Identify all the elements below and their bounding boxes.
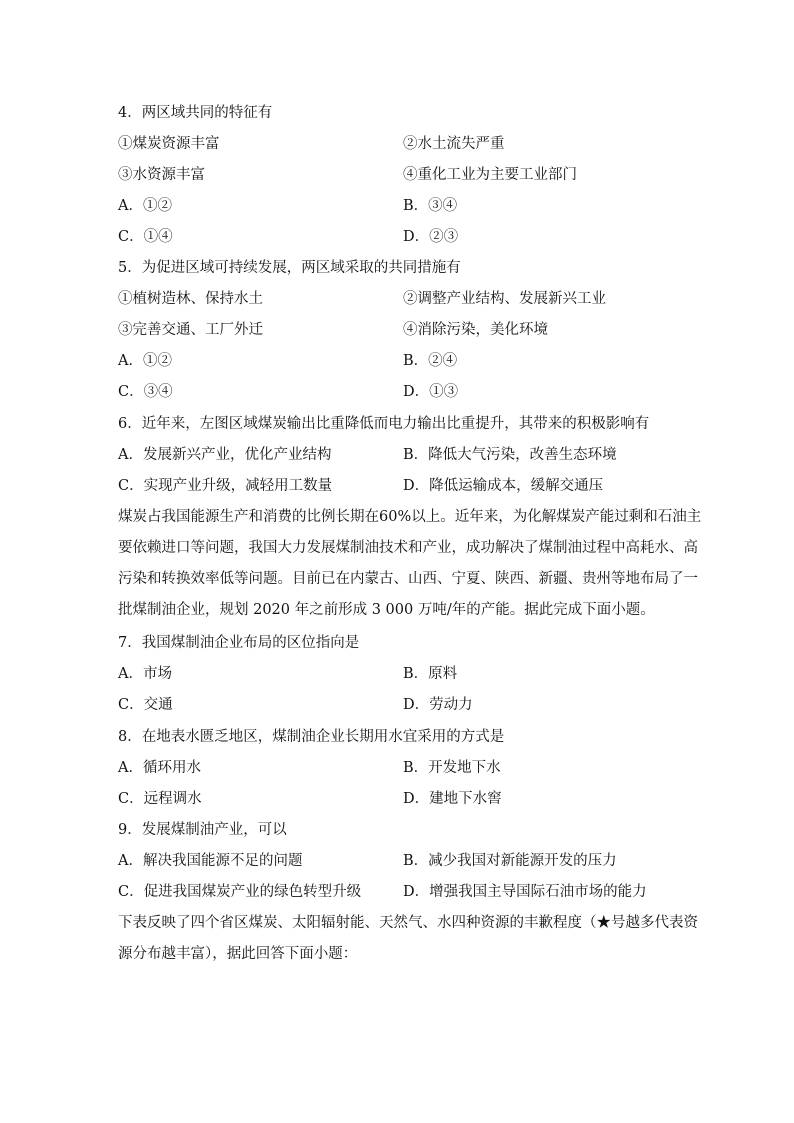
- q5-item-4: ④消除污染，美化环境: [403, 322, 548, 338]
- q4-item-3: ③水资源丰富: [118, 167, 205, 183]
- q9-option-a[interactable]: A．解决我国能源不足的问题: [118, 853, 303, 869]
- q7-stem: 7．我国煤制油企业布局的区位指向是: [118, 635, 360, 651]
- q4-items-row-1: [118, 134, 678, 154]
- q6-stem: 6．近年来，左图区域煤炭输出比重降低而电力输出比重提升，其带来的积极影响有: [118, 416, 650, 432]
- q6-option-a[interactable]: A．发展新兴产业，优化产业结构: [118, 447, 332, 463]
- q4-option-c[interactable]: C．①④: [118, 229, 173, 245]
- q4-item-2: ②水土流失严重: [403, 136, 505, 152]
- passage1-line-3: 污染和转换效率低等问题。目前已在内蒙古、山西、宁夏、陕西、新疆、贵州等地布局了一: [118, 571, 698, 587]
- q7-option-d[interactable]: D．劳动力: [403, 697, 473, 713]
- q8-option-d[interactable]: D．建地下水窖: [403, 791, 502, 807]
- q5-option-b[interactable]: B．②④: [403, 353, 458, 369]
- q8-options-row-1: [118, 758, 678, 778]
- q5-stem: 5．为促进区域可持续发展，两区域采取的共同措施有: [118, 260, 461, 276]
- passage2-line-2: 源分布越丰富），据此回答下面小题：: [118, 946, 358, 962]
- q6-options-row-1: [118, 445, 678, 465]
- q4-items-row-2: [118, 165, 678, 185]
- q5-items-row-1: [118, 289, 678, 309]
- passage2-line-1: 下表反映了四个省区煤炭、太阳辐射能、天然气、水四种资源的丰歉程度（★号越多代表资: [118, 915, 698, 931]
- q9-option-c[interactable]: C．促进我国煤炭产业的绿色转型升级: [118, 884, 362, 900]
- q7-option-b[interactable]: B．原料: [403, 666, 458, 682]
- passage-resource-table-intro: [118, 908, 698, 970]
- q8-option-a[interactable]: A．循环用水: [118, 760, 201, 776]
- q5-items-row-2: [118, 320, 678, 340]
- q5-option-c[interactable]: C．③④: [118, 384, 173, 400]
- q5-item-1: ①植树造林、保持水土: [118, 291, 263, 307]
- q7-options-row-2: [118, 695, 678, 715]
- q4-options-row-1: [118, 196, 678, 216]
- q6-option-b[interactable]: B．降低大气污染，改善生态环境: [403, 447, 617, 463]
- q5-option-d[interactable]: D．①③: [403, 384, 459, 400]
- q4-stem: 4．两区域共同的特征有: [118, 105, 273, 121]
- q8-option-c[interactable]: C．远程调水: [118, 791, 202, 807]
- q4-option-d[interactable]: D．②③: [403, 229, 459, 245]
- q5-option-a[interactable]: A．①②: [118, 353, 172, 369]
- q5-options-row-1: [118, 351, 678, 371]
- q9-option-b[interactable]: B．减少我国对新能源开发的压力: [403, 853, 617, 869]
- q4-option-a[interactable]: A．①②: [118, 198, 172, 214]
- q7-option-a[interactable]: A．市场: [118, 666, 172, 682]
- passage-coal-to-oil: [118, 502, 702, 626]
- q5-item-2: ②调整产业结构、发展新兴工业: [403, 291, 606, 307]
- q9-stem: 9．发展煤制油产业，可以: [118, 822, 287, 838]
- q7-option-c[interactable]: C．交通: [118, 697, 173, 713]
- q4-item-1: ①煤炭资源丰富: [118, 136, 220, 152]
- q6-option-c[interactable]: C．实现产业升级，减轻用工数量: [118, 478, 333, 494]
- passage1-line-1: 煤炭占我国能源生产和消费的比例长期在60%以上。近年来，为化解煤炭产能过剩和石油主: [118, 509, 702, 525]
- q9-option-d[interactable]: D．增强我国主导国际石油市场的能力: [403, 884, 647, 900]
- q4-options-row-2: [118, 227, 678, 247]
- q6-option-d[interactable]: D．降低运输成本，缓解交通压: [403, 478, 604, 494]
- q4-item-4: ④重化工业为主要工业部门: [403, 167, 577, 183]
- q8-option-b[interactable]: B．开发地下水: [403, 760, 501, 776]
- passage1-line-4: 批煤制油企业，规划 2020 年之前形成 3 000 万吨/年的产能。据此完成下面小题。: [118, 602, 655, 618]
- q6-options-row-2: [118, 476, 678, 496]
- q7-options-row-1: [118, 664, 678, 684]
- q9-options-row-2: [118, 882, 678, 902]
- q9-options-row-1: [118, 851, 678, 871]
- q4-option-b[interactable]: B．③④: [403, 198, 458, 214]
- q8-options-row-2: [118, 789, 678, 809]
- passage1-line-2: 要依赖进口等问题，我国大力发展煤制油技术和产业，成功解决了煤制油过程中高耗水、高: [118, 540, 698, 556]
- q8-stem: 8．在地表水匮乏地区，煤制油企业长期用水宜采用的方式是: [118, 729, 505, 745]
- q5-options-row-2: [118, 382, 678, 402]
- q5-item-3: ③完善交通、工厂外迁: [118, 322, 263, 338]
